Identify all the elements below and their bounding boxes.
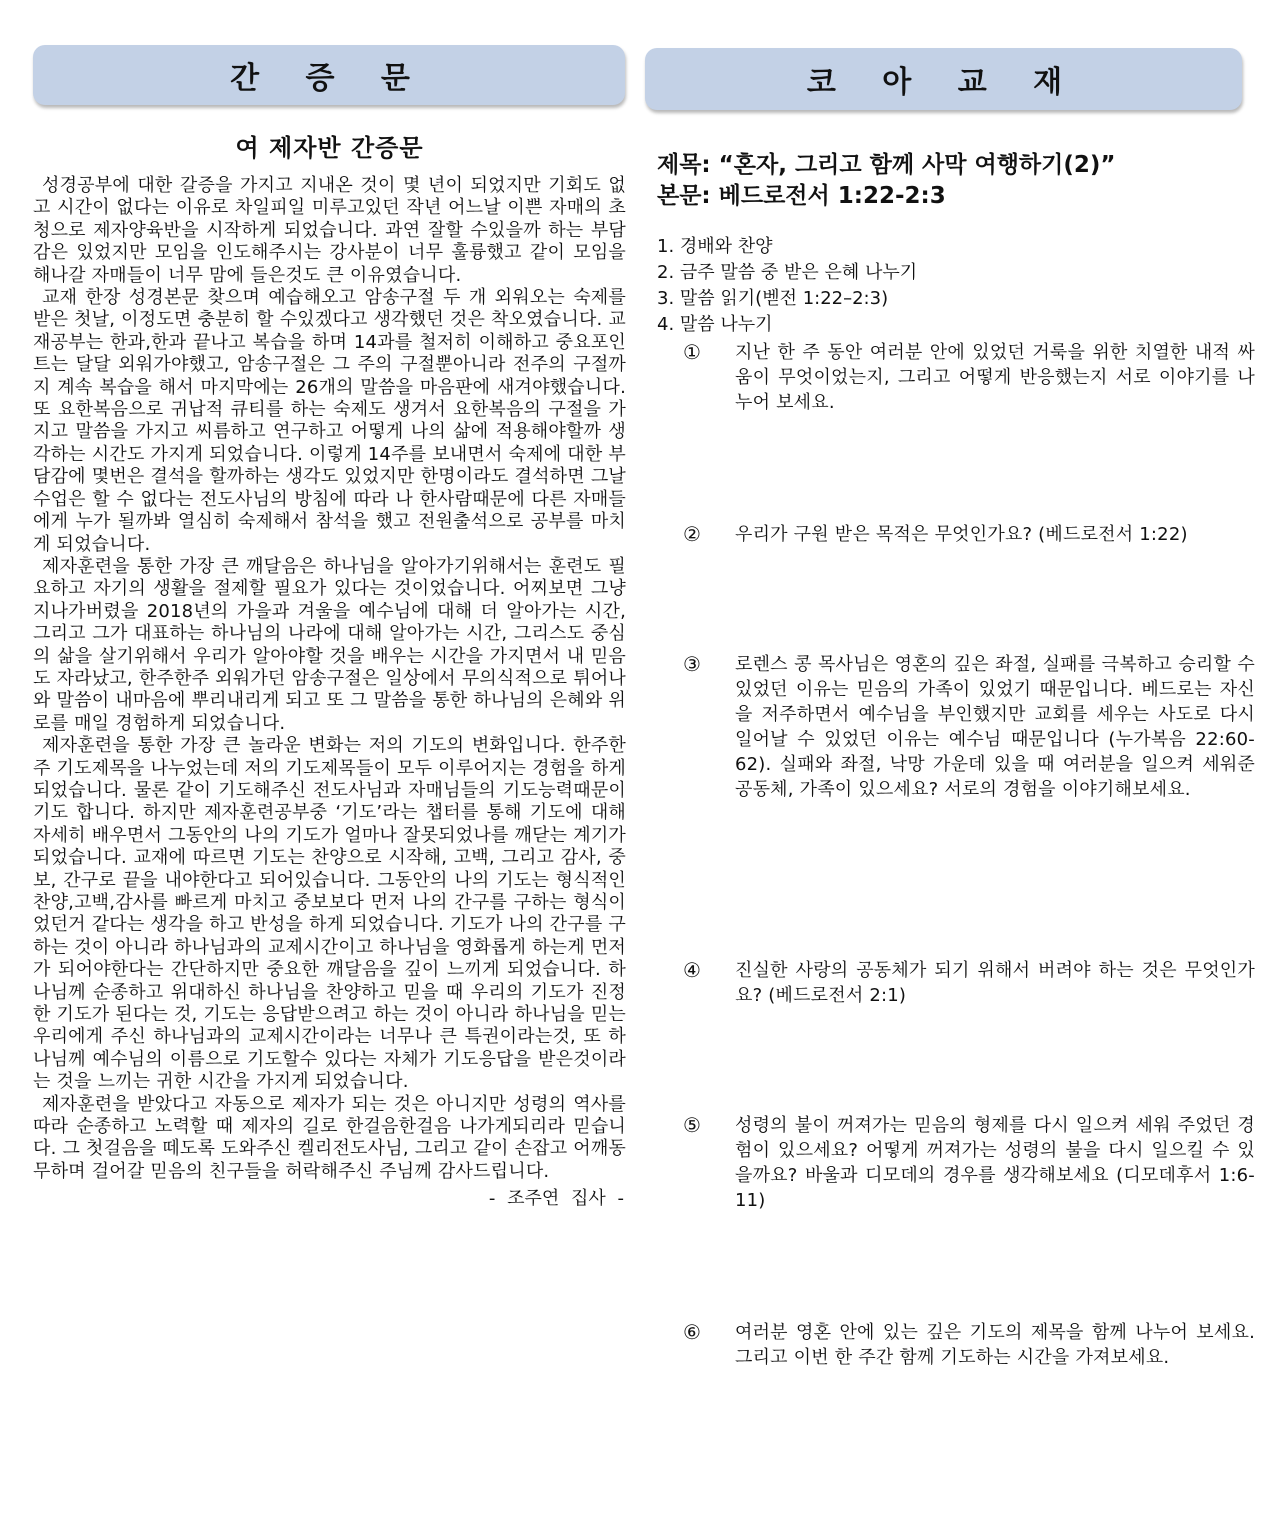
lesson-step: 3. 말씀 읽기(벧전 1:22–2:3) (657, 288, 889, 309)
question-number: ⑥ (683, 1320, 701, 1344)
testimony-banner-title: 간 증 문 (230, 61, 428, 96)
testimony-paragraph: 제자훈련을 통한 가장 큰 놀라운 변화는 저의 기도의 변화입니다. 한주한주 기도제목을 나누었는데 저의 기도제목들이 모두 이루어지는 경험을 하게 되었습니다. 물론 같이 기도해주신 전도사님과 자매님들의 기도능력때문이기도 합니다. 하지만 제자훈련공부중 ‘기도’라는 챕터를 통해 기도에 대해 자세히 배우면서 그동안의 나의 기도가 얼마나 잘못되었나를 깨닫는 계기가 되었습니다. 교재에 따르면 기도는 찬양으로 시작해, 고백, 그리고 감사, 중보, 간구로 끝을 내야한다고 되어있습니다. 그동안의 나의 기도는 형식적인 찬양,고백,감사를 빠르게 마치고 중보보다 먼저 나의 간구를 구하는 형식이었던거 같다는 생각을 하고 반성을 하게 되었습니다. 기도가 나의 간구를 구하는 것이 아니라 하나님과의 교제시간이고 하나님을 영화롭게 하는게 먼저가 되어야한다는 간단하지만 중요한 깨달음을 깊이 느끼게 되었습니다. 하나님께 순종하고 위대하신 하나님을 찬양하고 믿을 때 우리의 기도가 진정한 기도가 된다는 것, 기도는 응답받으려고 하는 것이 아니라 하나님을 믿는 우리에게 주신 하나님과의 교제시간이라는 너무나 큰 특권이라는것, 또 하나님께 예수님의 이름으로 기도할수 있다는 자체가 기도응답을 받은것이라는 것을 느끼는 귀한 시간을 가지게 되었습니다. (33, 735, 626, 1093)
question-number: ④ (683, 958, 701, 982)
question-number: ③ (683, 652, 701, 676)
testimony-paragraph: 교재 한장 성경본문 찾으며 예습해오고 암송구절 두 개 외워오는 숙제를 받은 첫날, 이정도면 충분히 할 수있겠다고 생각했던 것은 착오였습니다. 교재공부는 한과,한과 끝나고 복습을 하며 14과를 철저히 이해하고 중요포인트는 달달 외워가야했고, 암송구절은 그 주의 구절뿐아니라 전주의 구절까지 계속 복습을 해서 마지막에는 26개의 말씀을 마음판에 새겨야했습니다. 또 요한복음으로 귀납적 큐티를 하는 숙제도 생겨서 요한복음의 구절을 가지고 말씀을 가지고 씨름하고 연구하고 어떻게 나의 삶에 적용해야할까 생각하는 시간도 가지게 되었습니다. 이렇게 14주를 보내면서 숙제에 대한 부담감에 몇번은 결석을 할까하는 생각도 있었지만 한명이라도 결석하면 그날수업은 할 수 없다는 전도사님의 방침에 따라 나 한사람때문에 다른 자매들에게 누가 될까봐 열심히 숙제해서 참석을 했고 전원출석으로 공부를 마치게 되었습니다. (33, 287, 626, 555)
discussion-question-2 (683, 522, 1255, 547)
question-text: 성령의 불이 꺼져가는 믿음의 형제를 다시 일으켜 세워 주었던 경험이 있으세요? 어떻게 꺼져가는 성령의 불을 다시 일으킬 수 있을까요? 바울과 디모데의 경우를 생각해보세요 (디모데후서 1:6-11) (735, 1115, 1255, 1211)
testimony-signature: - 조주연 집사 - (488, 1188, 624, 1210)
question-text: 우리가 구원 받은 목적은 무엇인가요? (베드로전서 1:22) (735, 524, 1188, 545)
lesson-step: 4. 말씀 나누기 (657, 314, 773, 335)
testimony-column (33, 128, 626, 1211)
discussion-question-5 (683, 1113, 1255, 1213)
question-text: 여러분 영혼 안에 있는 깊은 기도의 제목을 함께 나누어 보세요. 그리고 이번 한 주간 함께 기도하는 시간을 가져보세요. (735, 1322, 1255, 1368)
study-material-banner (645, 48, 1242, 110)
testimony-title: 여 제자반 간증문 (235, 134, 424, 162)
testimony-paragraph: 제자훈련을 통한 가장 큰 깨달음은 하나님을 알아가기위해서는 훈련도 필요하고 자기의 생활을 절제할 필요가 있다는 것이었습니다. 어찌보면 그냥 지나가버렸을 2018년의 가을과 겨울을 예수님에 대해 더 알아가는 시간, 그리고 그가 대표하는 하나님의 나라에 대해 알아가는 시간, 그리스도 중심의 삶을 살기위해서 우리가 알아야할 것을 배우는 시간을 가지면서 내 믿음도 자라났고, 한주한주 외워가던 암송구절은 일상에서 무의식적으로 튀어나와 말씀이 내마음에 뿌리내리게 되고 또 그 말씀을 통한 하나님의 은혜와 위로를 매일 경험하게 되었습니다. (33, 555, 626, 734)
question-text: 진실한 사랑의 공동체가 되기 위해서 버려야 하는 것은 무엇인가요? (베드로전서 2:1) (735, 960, 1255, 1006)
testimony-paragraph: 성경공부에 대한 갈증을 가지고 지내온 것이 몇 년이 되었지만 기회도 없고 시간이 없다는 이유로 차일피일 미루고있던 작년 어느날 이쁜 자매의 초청으로 제자양육반을 시작하게 되었습니다. 과연 잘할 수있을까 하는 부담감은 있었지만 모임을 인도해주시는 강사분이 너무 훌륭했고 같이 모임을 해나갈 자매들이 너무 맘에 들은것도 큰 이유였습니다. (33, 175, 626, 286)
testimony-paragraph: 제자훈련을 받았다고 자동으로 제자가 되는 것은 아니지만 성령의 역사를 따라 순종하고 노력할 때 제자의 길로 한걸음한걸음 나가게되리라 믿습니다. 그 첫걸음을 떼도록 도와주신 켈리전도사님, 그리고 같이 손잡고 어깨동무하며 걸어갈 믿음의 친구들을 허락해주신 주님께 감사드립니다. (33, 1093, 626, 1182)
lesson-step: 1. 경배와 찬양 (657, 236, 773, 257)
discussion-question-6 (683, 1320, 1255, 1370)
discussion-question-3 (683, 652, 1255, 802)
discussion-question-1 (683, 340, 1255, 415)
question-text: 지난 한 주 동안 여러분 안에 있었던 거룩을 위한 치열한 내적 싸움이 무엇이었는지, 그리고 어떻게 반응했는지 서로 이야기를 나누어 보세요. (735, 342, 1255, 413)
lesson-scripture: 본문: 베드로전서 1:22-2:3 (657, 183, 946, 209)
lesson-step: 2. 금주 말씀 중 받은 은혜 나누기 (657, 262, 918, 283)
lesson-title: 제목: “혼자, 그리고 함께 사막 여행하기(2)” (657, 152, 1116, 178)
testimony-banner (33, 45, 625, 105)
question-number: ⑤ (683, 1113, 701, 1137)
question-number: ① (683, 340, 701, 364)
study-material-banner-title: 코 아 교 재 (806, 65, 1081, 100)
lesson-steps (657, 234, 1255, 338)
question-number: ② (683, 522, 701, 546)
question-text: 로렌스 콩 목사님은 영혼의 깊은 좌절, 실패를 극복하고 승리할 수 있었던 이유는 믿음의 가족이 있었기 때문입니다. 베드로는 자신을 저주하면서 예수님을 부인했지만 교회를 세우는 사도로 다시 일어날 수 있었던 이유는 예수님 때문입니다 (누가복음 22:60-62). 실패와 좌절, 낙망 가운데 있을 때 여러분을 일으켜 세워준 공동체, 가족이 있으세요? 서로의 경험을 이야기해보세요. (735, 654, 1255, 800)
lesson-column (657, 150, 1255, 338)
discussion-question-4 (683, 958, 1255, 1008)
